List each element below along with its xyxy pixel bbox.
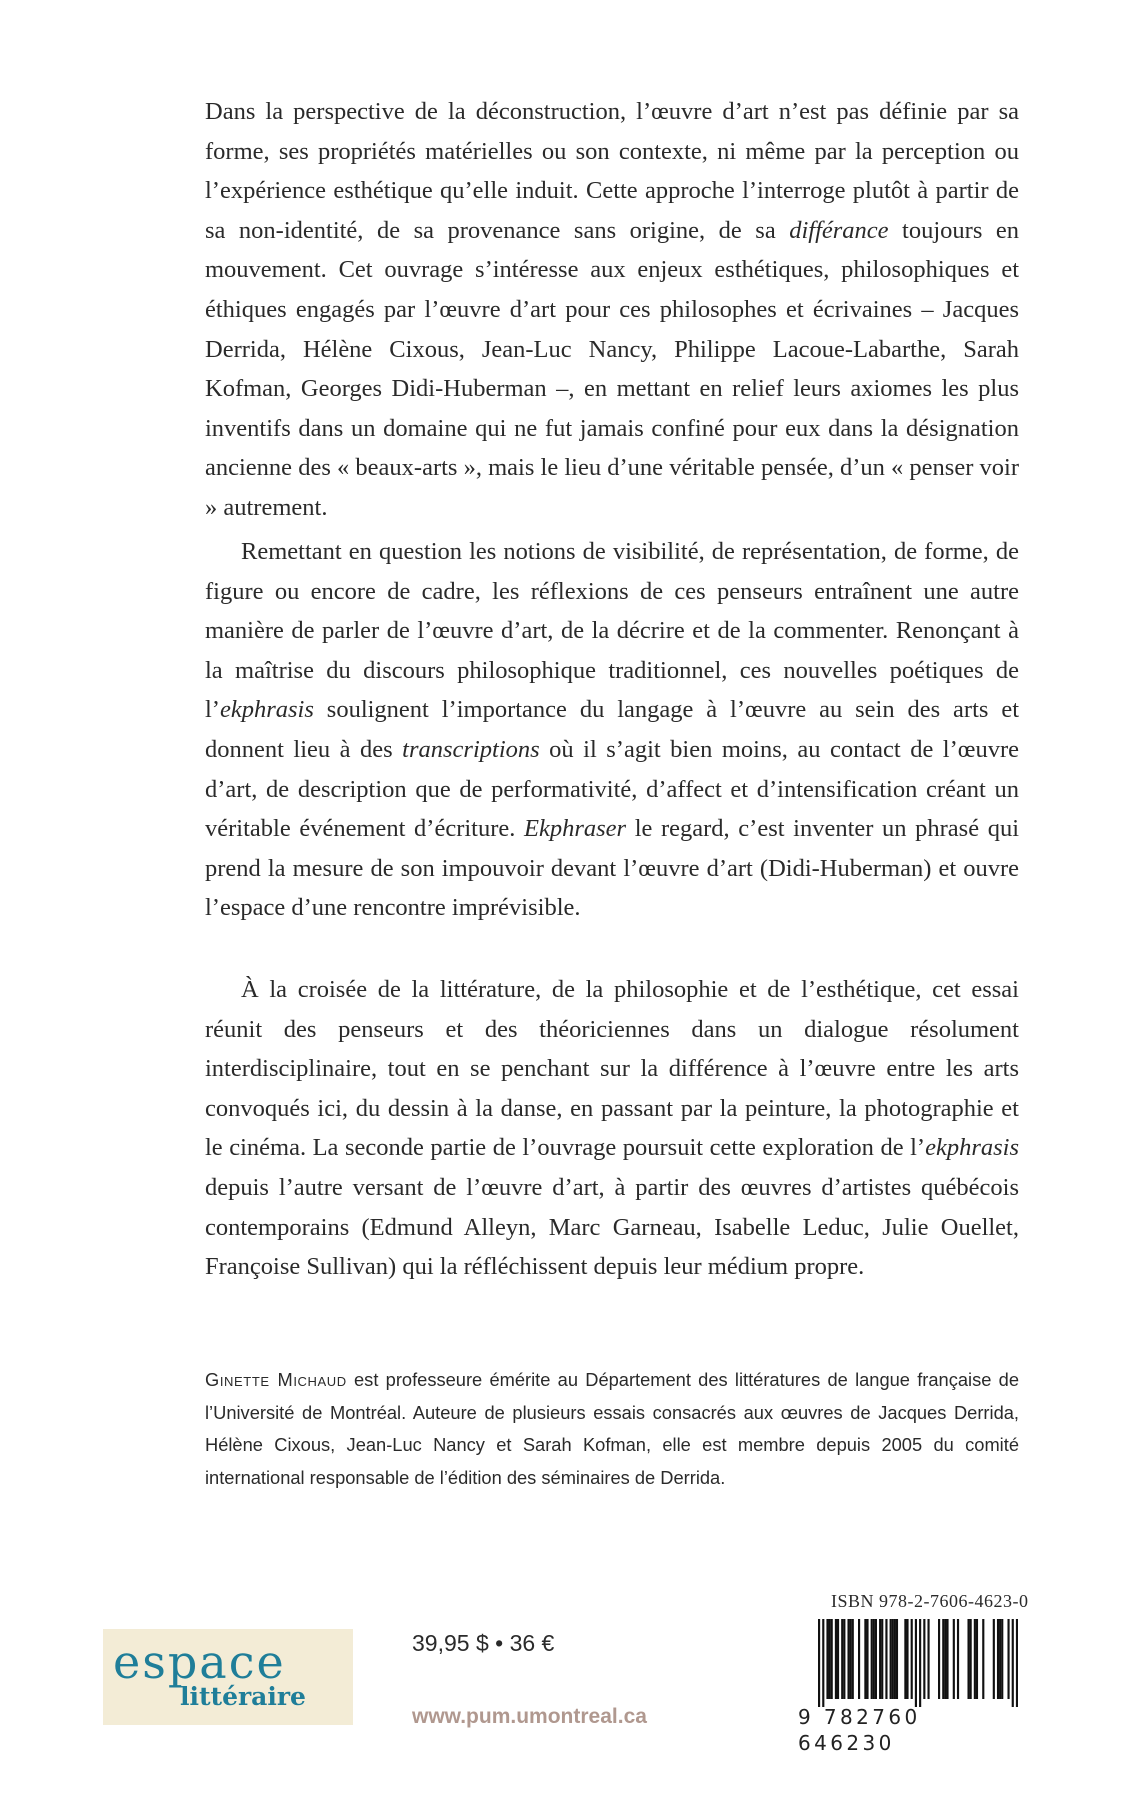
- barcode: [818, 1619, 1018, 1707]
- barcode-bar: [957, 1619, 959, 1699]
- barcode-bar: [1007, 1619, 1009, 1699]
- barcode-bar: [829, 1619, 831, 1699]
- barcode-bar: [967, 1619, 969, 1699]
- barcode-bar: [919, 1619, 921, 1707]
- barcode-bar: [976, 1619, 978, 1699]
- p2-text-d: le regard, c’est inventer un phrasé qui prend la mesure de son impouvoir devant l’œuvre d’art (Didi-Huberman) et ouvre l’espace d’une rencontre imprévisible.: [205, 815, 1020, 922]
- barcode-bar: [923, 1619, 925, 1699]
- author-name: Ginette Michaud: [205, 1369, 347, 1390]
- barcode-bar: [873, 1619, 875, 1699]
- paragraph-1: [205, 92, 1019, 528]
- barcode-bar: [911, 1619, 913, 1699]
- barcode-bar: [875, 1619, 877, 1699]
- espace-litteraire-logo: [103, 1629, 353, 1725]
- barcode-bar: [982, 1619, 984, 1699]
- ean-digits: 9 782760 646230: [798, 1705, 921, 1755]
- barcode-bar: [999, 1619, 1001, 1699]
- barcode-bar: [993, 1619, 995, 1699]
- barcode-bar: [858, 1619, 860, 1699]
- barcode-bar: [837, 1619, 839, 1699]
- barcode-bar: [818, 1619, 820, 1707]
- p2-italic-transcriptions: transcriptions: [402, 735, 540, 763]
- p2-text-b: soulignent l’importance du langage à l’œuvre au sein des arts et donnent lieu à des: [205, 696, 1019, 763]
- barcode-bar: [841, 1619, 843, 1699]
- barcode-bar: [826, 1619, 828, 1699]
- barcode-bar: [879, 1619, 881, 1699]
- paragraph-3: [205, 970, 1019, 1287]
- barcode-bar: [831, 1619, 833, 1699]
- barcode-bar: [944, 1619, 946, 1699]
- barcode-bar: [835, 1619, 837, 1699]
- barcode-bar: [866, 1619, 868, 1699]
- p2-italic-ekphrasis: ekphrasis: [219, 696, 314, 724]
- logo-line-1: espace: [113, 1635, 286, 1689]
- p1-text-b: toujours en mouvement. Cet ouvrage s’intéresse aux enjeux esthétiques, philosophiques et éthiques engagés par l’œuvre d’art pour ces philosophes et écrivaines – Jacques Derrida, Hélène Cixous, Jean-Luc Nancy, Philippe Lacoue-Labarthe, Sarah Kofman, Georges Didi-Huberman –, en mettant en relief leurs axiomes les plus inventifs dans un domaine qui ne fut jamais confiné pour eux dans la désignation ancienne des « beaux-arts », mais le lieu d’une véritable pensée, d’un « penser voir » autrement.: [205, 216, 1020, 521]
- barcode-bar: [892, 1619, 894, 1699]
- p2-text-c: où il s’agit bien moins, au contact de l’œuvre d’art, de description que de performativité, d’affect et d’intensification créant un véritable événement d’écriture.: [205, 735, 1020, 843]
- paragraph-2: [205, 532, 1019, 928]
- barcode-bar: [970, 1619, 972, 1699]
- barcode-bar: [997, 1619, 999, 1699]
- author-bio-text: est professeure émérite au Département des littératures de langue française de l’Université de Montréal. Auteure de plusieurs essais consacrés aux œuvres de Jacques Derrida, Hélène Cixous, Jean-Luc Nancy et Sarah Kofman, elle est membre depuis 2005 du comité international responsable de l’édition des séminaires de Derrida.: [205, 1369, 1019, 1488]
- barcode-bar: [896, 1619, 898, 1699]
- barcode-bar: [871, 1619, 873, 1699]
- barcode-bar: [885, 1619, 887, 1699]
- barcode-bar: [894, 1619, 896, 1699]
- p3-text-b: depuis l’autre versant de l’œuvre d’art, à partir des œuvres d’artistes québécois contemporains (Edmund Alleyn, Marc Garneau, Isabelle Leduc, Julie Ouellet, Françoise Sullivan) qui la réfléchissent depuis leur médium propre.: [205, 1173, 1019, 1281]
- p3-italic-ekphrasis: ekphrasis: [925, 1134, 1019, 1162]
- barcode-bar: [946, 1619, 948, 1699]
- barcode-bar: [881, 1619, 883, 1699]
- barcode-bar: [864, 1619, 866, 1699]
- barcode-bar: [1001, 1619, 1003, 1699]
- barcode-bar: [850, 1619, 852, 1699]
- barcode-bar: [847, 1619, 849, 1699]
- p2-italic-ekphraser: Ekphraser: [524, 815, 627, 843]
- barcode-bar: [974, 1619, 976, 1699]
- barcode-bar: [890, 1619, 892, 1699]
- barcode-bar: [852, 1619, 854, 1699]
- logo-line-2: littéraire: [180, 1682, 306, 1711]
- barcode-bar: [843, 1619, 845, 1699]
- p2-text-a: Remettant en question les notions de visibilité, de représentation, de forme, de figure ou encore de cadre, les réflexions de ces penseurs entraînent une autre manière de parler de l’œuvre d’art, de la décrire et de la commenter. Renonçant à la maîtrise du discours philosophique traditionnel, ces nouvelles poétiques de l’: [205, 538, 1019, 724]
- isbn: ISBN 978-2-7606-4623-0: [831, 1591, 1029, 1611]
- p3-text-a: À la croisée de la littérature, de la philosophie et de l’esthétique, cet essai réunit des penseurs et des théoriciennes dans un dialogue résolument interdisciplinaire, tout en se penchant sur la différence à l’œuvre entre les arts convoqués ici, du dessin à la danse, en passant par la peinture, la photographie et le cinéma. La seconde partie de l’ouvrage poursuit cette exploration de l’: [205, 976, 1019, 1162]
- publisher-url: www.pum.umontreal.ca: [412, 1705, 647, 1728]
- barcode-bar: [953, 1619, 955, 1699]
- barcode-bar: [906, 1619, 908, 1699]
- barcode-bar: [938, 1619, 940, 1699]
- author-bio: [205, 1364, 1019, 1494]
- price: 39,95 $ • 36 €: [412, 1630, 555, 1656]
- barcode-bar: [822, 1619, 824, 1707]
- barcode-bar: [1012, 1619, 1014, 1707]
- barcode-bar: [1016, 1619, 1018, 1707]
- p1-italic-differance: différance: [789, 216, 889, 244]
- barcode-bar: [915, 1619, 917, 1707]
- barcode-bar: [904, 1619, 906, 1699]
- barcode-bar: [942, 1619, 944, 1699]
- p1-text-a: Dans la perspective de la déconstruction, l’œuvre d’art n’est pas définie par sa forme, ses propriétés matérielles ou son contexte, ni même par la perception ou l’expérience esthétique qu’elle induit. Cette approche l’interroge plutôt à partir de sa non-identité, de sa provenance sans origine, de sa: [205, 98, 1019, 244]
- barcode-bar: [927, 1619, 929, 1699]
